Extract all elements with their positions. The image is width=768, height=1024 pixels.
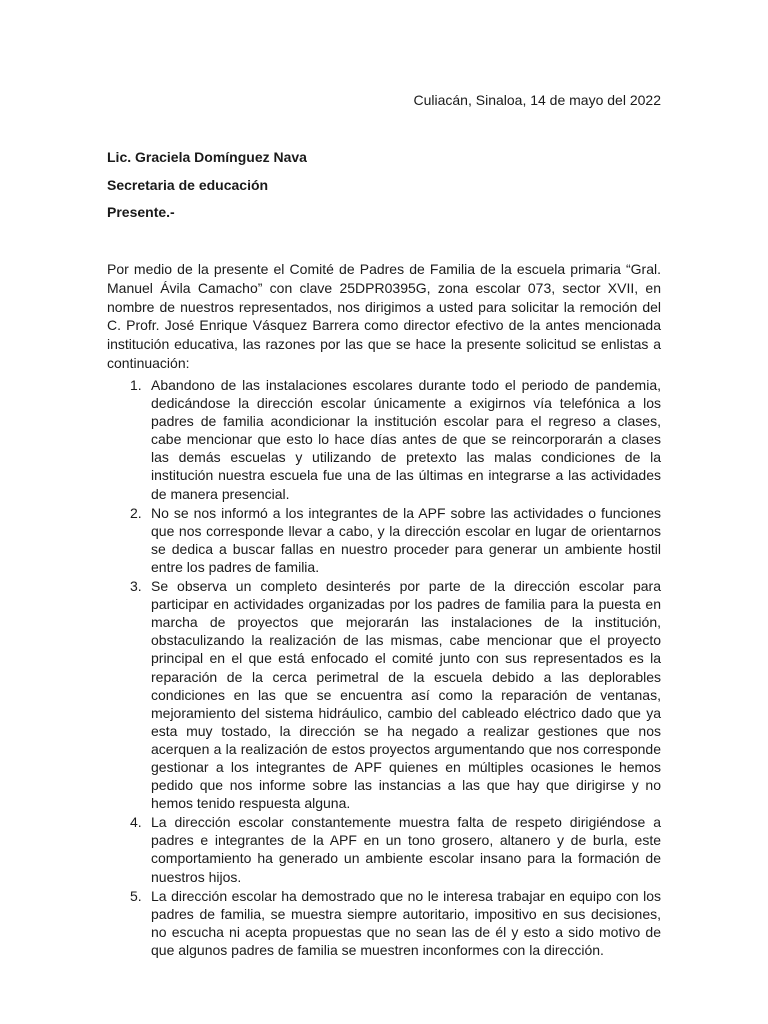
list-item-number: 4.: [130, 814, 142, 831]
reasons-list: [130, 376, 661, 960]
recipient-title: Secretaria de educación: [107, 177, 269, 193]
list-item: [130, 504, 661, 576]
list-item-text: Abandono de las instalaciones escolares durante todo el periodo de pandemia, dedicándose la dirección escolar únicamente a exigirnos vía telefónica a los padres de familia acondicionar la institución escolar para el regreso a clases, cabe mencionar que esto lo hace días antes de que se reincorporarán a clases las demás escuelas y utilizando de pretexto las malas condiciones de la institución nuestra escuela fue una de las últimas en integrarse a las actividades de manera presencial.: [151, 377, 661, 502]
list-item-text: Se observa un completo desinterés por parte de la dirección escolar para participar en actividades organizadas por los padres de familia para la puesta en marcha de proyectos que mejorarán las instalaciones de la institución, obstaculizando la realización de las mismas, cabe mencionar que el proyecto principal en el que está enfocado el comité junto con sus representados es la reparación de la cerca perimetral de la escuela debido a las deplorables condiciones en las que se encuentra así como la reparación de ventanas, mejoramiento del sistema hidráulico, cambio del cableado eléctrico dado que ya esta muy tostado, la dirección se ha negado a realizar gestiones que nos acerquen a la realización de estos proyectos argumentando que nos corresponde gestionar a los integrantes de APF quienes en múltiples ocasiones le hemos pedido que nos informe sobre las instancias a las que hay que dirigirse y no hemos tenido respuesta alguna.: [151, 578, 661, 812]
recipient-greeting: Presente.-: [107, 204, 175, 220]
list-item-number: 1.: [130, 377, 142, 393]
intro-paragraph: Por medio de la presente el Comité de Padres de Familia de la escuela primaria “Gral. Manuel Ávila Camacho” con clave 25DPR0395G, zona escolar 073, sector XVII, en nombre de nuestros representados, nos dirigimos a usted para solicitar la remoción del C. Profr. José Enrique Vásquez Barrera como director efectivo de la antes mencionada institución educativa, las razones por las que se hace la presente solicitud se enlistas a continuación:: [107, 261, 661, 371]
list-item: [130, 577, 661, 812]
list-item-number: 5.: [130, 887, 142, 904]
recipient-name: Lic. Graciela Domínguez Nava: [107, 149, 307, 165]
list-item: [130, 887, 661, 959]
list-item: [130, 376, 661, 503]
list-item-number: 2.: [130, 504, 142, 521]
list-item-text: La dirección escolar constantemente muestra falta de respeto dirigiéndose a padres e integrantes de la APF en un tono grosero, altanero y de burla, este comportamiento ha generado un ambiente escolar insano para la formación de nuestros hijos.: [151, 814, 661, 885]
list-item-text: La dirección escolar ha demostrado que no le interesa trabajar en equipo con los padres de familia, se muestra siempre autoritario, impositivo en sus decisiones, no escucha ni acepta propuestas que no sean las de él y esto a sido motivo de que algunos padres de familia se muestren inconformes con la dirección.: [151, 887, 661, 958]
list-item: [130, 813, 661, 885]
place-date: Culiacán, Sinaloa, 14 de mayo del 2022: [413, 92, 661, 108]
list-item-number: 3.: [130, 578, 142, 595]
list-item-text: No se nos informó a los integrantes de la APF sobre las actividades o funciones que nos corresponde llevar a cabo, y la dirección escolar en lugar de orientarnos se dedica a buscar fallas en nuestro proceder para generar un ambiente hostil entre los padres de familia.: [151, 504, 661, 575]
